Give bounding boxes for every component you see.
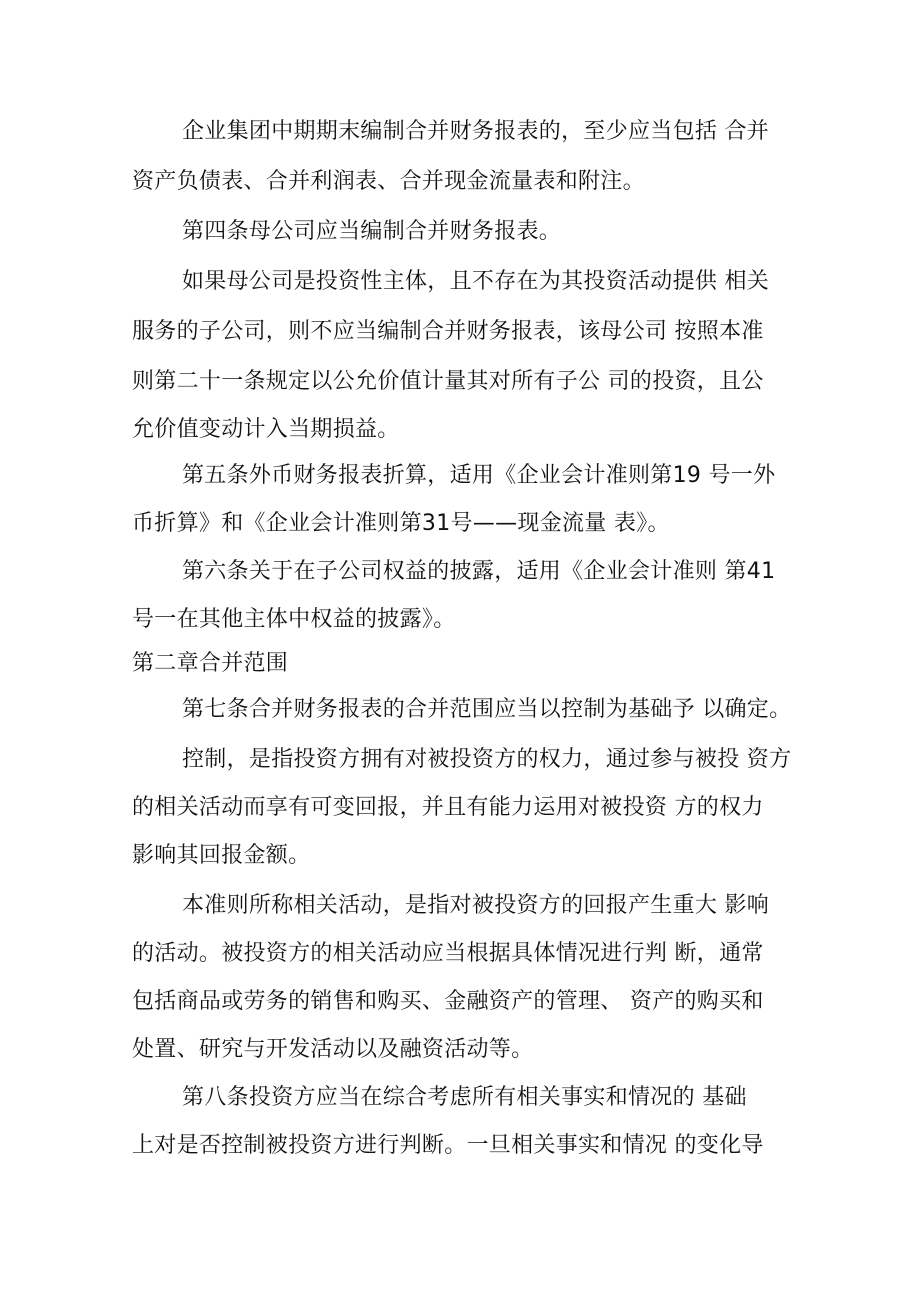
text-line: 第七条合并财务报表的合并范围应当以控制为基础予 以确定。 bbox=[182, 697, 792, 722]
text-line: 处置、研究与开发活动以及融资活动等。 bbox=[132, 1037, 534, 1062]
text-line: 如果母公司是投资性主体，且不存在为其投资活动提供 相关 bbox=[182, 269, 770, 294]
text-line: 资产负债表、合并利润表、合并现金流量表和附注。 bbox=[132, 169, 645, 194]
text-line: 的活动。被投资方的相关活动应当根据具体情况进行判 断，通常 bbox=[132, 941, 764, 966]
text-line: 第六条关于在子公司权益的披露，适用《企业会计准则 第41 bbox=[182, 559, 776, 584]
text-line: 上对是否控制被投资方进行判断。一旦相关事实和情况 的变化导 bbox=[132, 1133, 764, 1158]
text-line: 的相关活动而享有可变回报，并且有能力运用对被投资 方的权力 bbox=[132, 795, 764, 820]
text-line: 币折算》和《企业会计准则第31号——现金流量 表》。 bbox=[132, 511, 670, 536]
text-line: 企业集团中期期末编制合并财务报表的，至少应当包括 合并 bbox=[182, 119, 770, 144]
text-line: 控制，是指投资方拥有对被投资方的权力，通过参与被投 资方 bbox=[182, 747, 792, 772]
text-line: 允价值变动计入当期损益。 bbox=[132, 417, 400, 442]
text-line: 包括商品或劳务的销售和购买、金融资产的管理、 资产的购买和 bbox=[132, 989, 764, 1014]
text-line: 第八条投资方应当在综合考虑所有相关事实和情况的 基础 bbox=[182, 1085, 747, 1110]
section-heading: 第二章合并范围 bbox=[132, 651, 289, 676]
text-line: 本准则所称相关活动，是指对被投资方的回报产生重大 影响 bbox=[182, 893, 770, 918]
text-line: 第四条母公司应当编制合并财务报表。 bbox=[182, 219, 562, 244]
text-line: 第五条外币财务报表折算，适用《企业会计准则第19 号一外 bbox=[182, 463, 776, 488]
text-line: 服务的子公司，则不应当编制合并财务报表，该母公司 按照本准 bbox=[132, 319, 764, 344]
text-line: 号一在其他主体中权益的披露》。 bbox=[132, 607, 456, 632]
text-line: 影响其回报金额。 bbox=[132, 843, 311, 868]
text-line: 则第二十一条规定以公允价值计量其对所有子公 司的投资，且公 bbox=[132, 369, 764, 394]
